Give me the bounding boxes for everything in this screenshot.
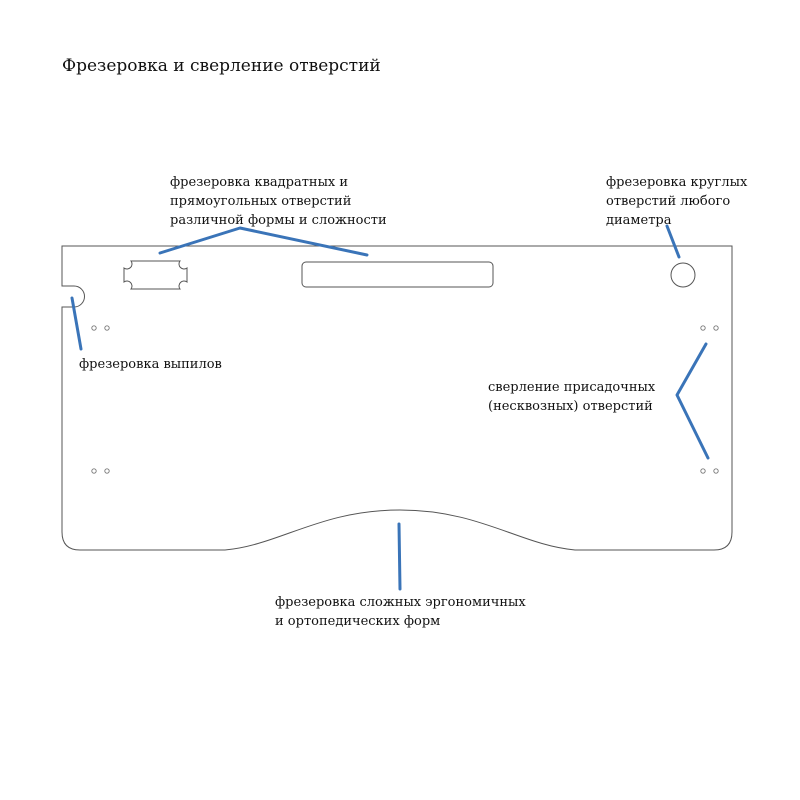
blind-hole xyxy=(714,326,718,330)
callout-ergonomic xyxy=(399,524,400,589)
blind-hole xyxy=(105,469,109,473)
label-blind-drilling: сверление присадочных (несквозных) отверстий xyxy=(488,380,656,414)
tabletop-outline xyxy=(62,246,732,550)
label-ergonomic-shapes: фрезеровка сложных эргономичных и ортопедических форм xyxy=(275,595,526,629)
blind-hole xyxy=(701,326,705,330)
label-round-holes: фрезеровка круглых отверстий любого диаметра xyxy=(606,175,748,228)
label-notch-milling: фрезеровка выпилов xyxy=(79,357,222,372)
blind-hole xyxy=(92,469,96,473)
long-rect-cutout xyxy=(302,262,493,287)
blind-hole xyxy=(701,469,705,473)
blind-hole xyxy=(714,469,718,473)
callout-round-hole xyxy=(667,226,679,257)
blind-hole xyxy=(105,326,109,330)
label-rectangular-cutouts: фрезеровка квадратных и прямоугольных отверстий различной формы и сложности xyxy=(170,175,387,228)
callout-blind-holes xyxy=(677,344,708,458)
page-title: Фрезеровка и сверление отверстий xyxy=(62,56,381,76)
small-rect-cutout xyxy=(124,261,187,289)
blind-holes xyxy=(92,326,718,473)
blind-hole xyxy=(92,326,96,330)
round-hole xyxy=(671,263,695,287)
callout-rect-cutouts xyxy=(160,228,367,255)
